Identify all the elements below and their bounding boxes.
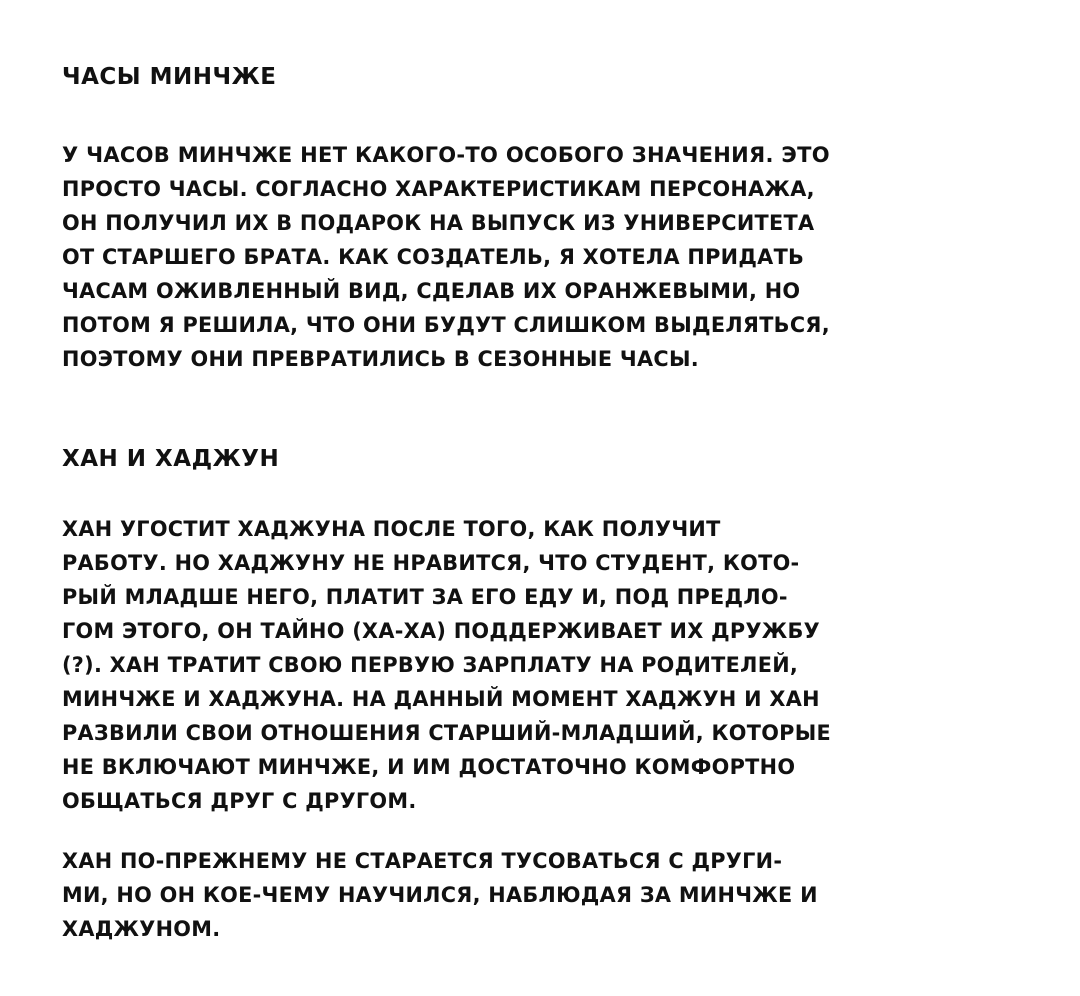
paragraph-han-socializing [62,844,825,946]
text-line: ОН ПОЛУЧИЛ ИХ В ПОДАРОК НА ВЫПУСК ИЗ УНИВЕРСИТЕТА [62,211,815,235]
text-line: ЧАСАМ ОЖИВЛЕННЫЙ ВИД, СДЕЛАВ ИХ ОРАНЖЕВЫМИ, НО [62,279,801,303]
heading-minchzhe-watch: ЧАСЫ МИНЧЖЕ [62,64,277,90]
text-line: У ЧАСОВ МИНЧЖЕ НЕТ КАКОГО-ТО ОСОБОГО ЗНАЧЕНИЯ. ЭТО [62,143,830,167]
heading-han-and-hadzhun: ХАН И ХАДЖУН [62,446,280,472]
text-line: МИ, НО ОН КОЕ-ЧЕМУ НАУЧИЛСЯ, НАБЛЮДАЯ ЗА МИНЧЖЕ И [62,883,818,907]
paragraph-minchzhe-watch [62,138,838,376]
text-line: ОБЩАТЬСЯ ДРУГ С ДРУГОМ. [62,789,417,813]
text-line: НЕ ВКЛЮЧАЮТ МИНЧЖЕ, И ИМ ДОСТАТОЧНО КОМФОРТНО [62,755,796,779]
text-line: ГОМ ЭТОГО, ОН ТАЙНО (ХА-ХА) ПОДДЕРЖИВАЕТ ИХ ДРУЖБУ [62,619,820,643]
paragraph-han-and-hadzhun [62,512,839,818]
text-line: ХАН ПО-ПРЕЖНЕМУ НЕ СТАРАЕТСЯ ТУСОВАТЬСЯ С ДРУГИ- [62,849,783,873]
text-line: МИНЧЖЕ И ХАДЖУНА. НА ДАННЫЙ МОМЕНТ ХАДЖУН И ХАН [62,687,820,711]
text-line: ПОЭТОМУ ОНИ ПРЕВРАТИЛИСЬ В СЕЗОННЫЕ ЧАСЫ. [62,347,699,371]
text-line: РЫЙ МЛАДШЕ НЕГО, ПЛАТИТ ЗА ЕГО ЕДУ И, ПОД ПРЕДЛО- [62,585,788,609]
text-line: ХАДЖУНОМ. [62,917,221,941]
text-line: ПОТОМ Я РЕШИЛА, ЧТО ОНИ БУДУТ СЛИШКОМ ВЫДЕЛЯТЬСЯ, [62,313,830,337]
text-line: ОТ СТАРШЕГО БРАТА. КАК СОЗДАТЕЛЬ, Я ХОТЕЛА ПРИДАТЬ [62,245,805,269]
text-line: РАБОТУ. НО ХАДЖУНУ НЕ НРАВИТСЯ, ЧТО СТУДЕНТ, КОТО- [62,551,800,575]
text-line: РАЗВИЛИ СВОИ ОТНОШЕНИЯ СТАРШИЙ-МЛАДШИЙ, КОТОРЫЕ [62,721,832,745]
text-line: ХАН УГОСТИТ ХАДЖУНА ПОСЛЕ ТОГО, КАК ПОЛУЧИТ [62,517,721,541]
text-line: ПРОСТО ЧАСЫ. СОГЛАСНО ХАРАКТЕРИСТИКАМ ПЕРСОНАЖА, [62,177,815,201]
text-line: (?). ХАН ТРАТИТ СВОЮ ПЕРВУЮ ЗАРПЛАТУ НА РОДИТЕЛЕЙ, [62,653,799,677]
